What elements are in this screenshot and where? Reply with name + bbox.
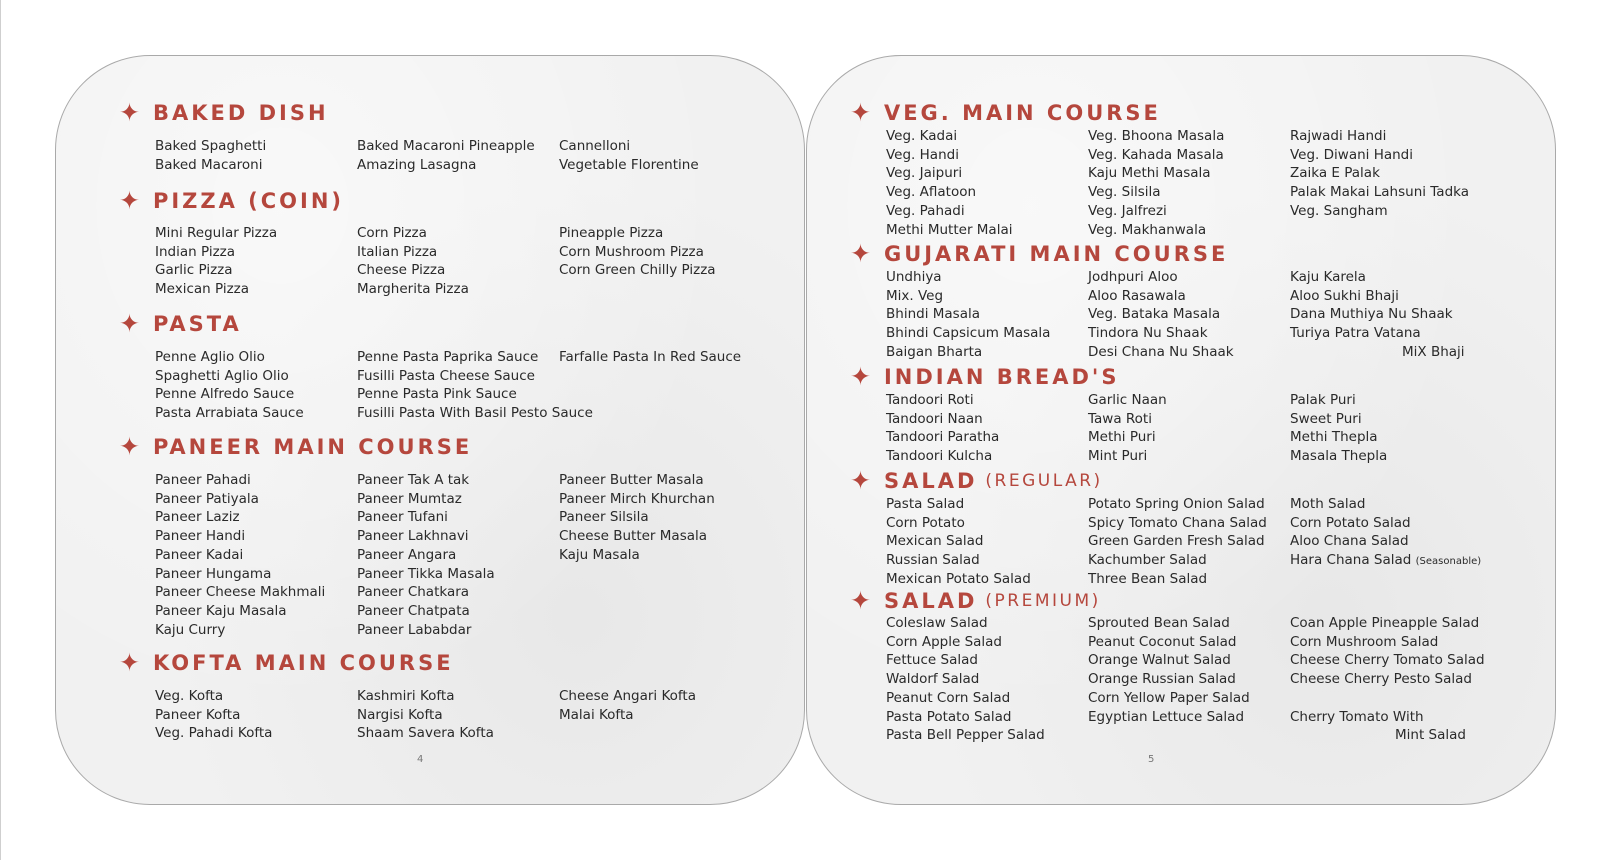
menu-item: Paneer Pahadi	[155, 472, 251, 488]
menu-item: Cheese Angari Kofta	[559, 688, 696, 704]
menu-item: Kashmiri Kofta	[357, 688, 455, 704]
menu-item: Cheese Cherry Tomato Salad	[1290, 652, 1485, 669]
menu-item: Veg. Aflatoon	[886, 184, 977, 201]
menu-item: Methi Thepla	[1290, 429, 1378, 446]
menu-column	[1088, 268, 1234, 362]
menu-column	[886, 268, 1050, 362]
menu-item: Tawa Roti	[1088, 410, 1152, 427]
page-number: 4	[417, 754, 424, 765]
menu-item: Potato Spring Onion Salad	[1088, 496, 1265, 512]
menu-column	[155, 137, 266, 174]
menu-item: Mint Salad	[1395, 727, 1466, 744]
four-point-star-icon: ✦	[119, 186, 143, 215]
menu-item: Mexican Pizza	[155, 281, 250, 298]
menu-item: Cheese Butter Masala	[559, 528, 708, 545]
menu-item: Sweet Puri	[1290, 410, 1362, 427]
menu-column	[1088, 127, 1224, 239]
menu-item: Kachumber Salad	[1088, 552, 1207, 569]
section-heading-veg-main-course	[850, 100, 1161, 125]
menu-item: Corn Pizza	[357, 225, 427, 241]
menu-column	[559, 348, 741, 367]
menu-item: Baigan Bharta	[886, 343, 983, 360]
menu-item: Paneer Chatpata	[357, 602, 470, 619]
menu-item: Cheese Cherry Pesto Salad	[1290, 671, 1472, 688]
section-heading-indian-breads	[850, 364, 1120, 389]
section-title: PASTA	[152, 311, 242, 336]
menu-item: Shaam Savera Kofta	[357, 725, 494, 742]
menu-item: Veg. Diwani Handi	[1290, 146, 1414, 163]
menu-item: Vegetable Florentine	[559, 156, 699, 173]
section-heading-salad-premium	[850, 588, 1101, 613]
menu-item: Veg. Jaipuri	[886, 165, 963, 182]
four-point-star-icon: ✦	[119, 648, 143, 677]
menu-item: Palak Makai Lahsuni Tadka	[1290, 184, 1470, 201]
menu-item: Veg. Sangham	[1290, 202, 1388, 219]
menu-item: Sprouted Bean Salad	[1088, 615, 1230, 631]
menu-item: Palak Puri	[1290, 392, 1356, 408]
four-point-star-icon: ✦	[119, 98, 143, 127]
menu-item: Paneer Kofta	[155, 706, 241, 723]
section-title: PANEER MAIN COURSE	[152, 434, 473, 459]
menu-item: Penne Aglio Olio	[155, 349, 265, 365]
menu-item: Paneer Mumtaz	[357, 490, 462, 507]
four-point-star-icon: ✦	[850, 98, 874, 127]
section-heading-kofta-main-course	[119, 650, 454, 675]
menu-item: Pasta Salad	[886, 496, 965, 512]
menu-item: Egyptian Lettuce Salad	[1088, 708, 1245, 725]
menu-item: Penne Pasta Pink Sauce	[357, 386, 517, 403]
menu-item: Desi Chana Nu Shaak	[1088, 343, 1234, 360]
menu-item: MiX Bhaji	[1402, 343, 1465, 360]
menu-item: Paneer Handi	[155, 528, 246, 545]
menu-item: Veg. Handi	[886, 146, 959, 163]
menu-column	[357, 348, 593, 423]
page-number: 5	[1148, 754, 1155, 765]
section-subtitle: (PREMIUM)	[985, 590, 1101, 611]
menu-item: Paneer Kadai	[155, 546, 244, 563]
menu-item: Paneer Patiyala	[155, 490, 259, 507]
section-title: VEG. MAIN COURSE	[883, 100, 1161, 125]
menu-item: Pineapple Pizza	[559, 225, 664, 241]
menu-page-left	[55, 55, 805, 805]
four-point-star-icon: ✦	[850, 586, 874, 615]
menu-item: Cherry Tomato With	[1290, 708, 1424, 725]
menu-item: Farfalle Pasta In Red Sauce	[559, 349, 742, 365]
menu-item: Paneer Hungama	[155, 565, 272, 582]
menu-item: Corn Mushroom Salad	[1290, 633, 1439, 650]
menu-item: Veg. Jalfrezi	[1088, 202, 1167, 219]
menu-item: Penne Alfredo Sauce	[155, 386, 295, 403]
menu-item: Orange Walnut Salad	[1088, 652, 1231, 669]
menu-column	[1088, 495, 1267, 589]
menu-item: Mexican Potato Salad	[886, 570, 1031, 587]
section-subtitle: (REGULAR)	[985, 470, 1103, 491]
menu-item: Masala Thepla	[1290, 448, 1388, 465]
menu-item: Waldorf Salad	[886, 671, 980, 688]
menu-column	[357, 471, 495, 639]
menu-item: Coleslaw Salad	[886, 615, 988, 631]
menu-item: Pasta Bell Pepper Salad	[886, 727, 1045, 744]
section-title: BAKED DISH	[152, 100, 329, 125]
menu-column	[1290, 614, 1485, 745]
menu-item: Tindora Nu Shaak	[1088, 325, 1208, 342]
menu-column	[1290, 495, 1481, 572]
menu-item: Kaju Curry	[155, 621, 226, 638]
menu-item: Baked Macaroni Pineapple	[357, 138, 535, 154]
menu-item: Amazing Lasagna	[357, 156, 477, 173]
menu-item: Tandoori Naan	[886, 410, 983, 427]
section-heading-baked-dish	[119, 100, 329, 125]
menu-item: Spaghetti Aglio Olio	[155, 367, 289, 384]
section-title: KOFTA MAIN COURSE	[152, 650, 454, 675]
menu-item: Veg. Pahadi	[886, 202, 965, 219]
menu-item: Mix. Veg	[886, 287, 944, 304]
section-heading-salad-regular	[850, 468, 1103, 493]
menu-item: Dana Muthiya Nu Shaak	[1290, 306, 1453, 323]
menu-item: Rajwadi Handi	[1290, 128, 1387, 144]
menu-item: Hara Chana Salad	[1290, 552, 1412, 569]
menu-column	[886, 614, 1045, 745]
menu-item: Fettuce Salad	[886, 652, 978, 669]
section-heading-pasta	[119, 311, 242, 336]
menu-item: Pasta Arrabiata Sauce	[155, 405, 304, 422]
menu-item: Baked Macaroni	[155, 156, 263, 173]
section-title: INDIAN BREAD'S	[883, 364, 1120, 389]
menu-item: Mini Regular Pizza	[155, 225, 278, 241]
four-point-star-icon: ✦	[850, 466, 874, 495]
four-point-star-icon: ✦	[850, 362, 874, 391]
menu-item: Kaju Karela	[1290, 269, 1366, 285]
section-heading-paneer-main-course	[119, 434, 472, 459]
menu-item: Corn Potato Salad	[1290, 514, 1411, 531]
menu-column	[559, 224, 716, 280]
menu-item: Corn Potato	[886, 514, 965, 531]
menu-item: Pasta Potato Salad	[886, 708, 1012, 725]
menu-item: Margherita Pizza	[357, 281, 469, 298]
menu-item: Tandoori Roti	[886, 392, 974, 408]
menu-column	[886, 391, 999, 466]
menu-item: Methi Puri	[1088, 429, 1156, 446]
menu-column	[559, 687, 696, 724]
menu-item: Bhindi Masala	[886, 306, 980, 323]
menu-item: Paneer Mirch Khurchan	[559, 490, 715, 507]
four-point-star-icon: ✦	[850, 239, 874, 268]
menu-item: Paneer Silsila	[559, 509, 649, 526]
menu-item: Paneer Tak A tak	[357, 472, 470, 488]
menu-item: Corn Apple Salad	[886, 633, 1003, 650]
menu-item: Corn Mushroom Pizza	[559, 243, 704, 260]
menu-item: Green Garden Fresh Salad	[1088, 533, 1265, 550]
menu-item: Fusilli Pasta Cheese Sauce	[357, 367, 535, 384]
menu-item: Cheese Pizza	[357, 262, 446, 279]
seasonal-note: (Seasonable)	[1415, 556, 1482, 568]
menu-item: Paneer Tikka Masala	[357, 565, 495, 582]
menu-column	[357, 224, 469, 299]
menu-column	[357, 137, 535, 174]
section-title: SALAD	[883, 588, 978, 613]
menu-item: Veg. Silsila	[1088, 184, 1161, 201]
four-point-star-icon: ✦	[119, 432, 143, 461]
menu-item: Spicy Tomato Chana Salad	[1088, 514, 1267, 531]
menu-item: Coan Apple Pineapple Salad	[1290, 615, 1480, 631]
menu-item: Veg. Bhoona Masala	[1088, 128, 1225, 144]
menu-item: Garlic Pizza	[155, 262, 233, 279]
menu-item: Paneer Laziz	[155, 509, 240, 526]
menu-column	[155, 348, 304, 423]
menu-column	[357, 687, 494, 743]
menu-item: Veg. Pahadi Kofta	[155, 725, 273, 742]
menu-item: Paneer Kaju Masala	[155, 602, 287, 619]
menu-item: Corn Yellow Paper Salad	[1088, 689, 1250, 706]
menu-item-with-note	[1290, 551, 1481, 572]
menu-item: Jodhpuri Aloo	[1088, 269, 1178, 285]
menu-column	[1290, 391, 1387, 466]
menu-item: Paneer Lababdar	[357, 621, 472, 638]
menu-column	[559, 137, 699, 174]
menu-item-blank	[1290, 689, 1485, 708]
menu-item: Russian Salad	[886, 552, 980, 569]
menu-item: Veg. Makhanwala	[1088, 221, 1207, 238]
menu-item: Mint Puri	[1088, 448, 1148, 465]
menu-item: Peanut Coconut Salad	[1088, 633, 1237, 650]
menu-item: Turiya Patra Vatana	[1290, 325, 1421, 342]
menu-item: Three Bean Salad	[1088, 570, 1208, 587]
menu-item: Orange Russian Salad	[1088, 671, 1236, 688]
menu-item: Bhindi Capsicum Masala	[886, 325, 1051, 342]
menu-item: Penne Pasta Paprika Sauce	[357, 349, 539, 365]
menu-item: Peanut Corn Salad	[886, 689, 1011, 706]
four-point-star-icon: ✦	[119, 309, 143, 338]
menu-column	[1290, 127, 1469, 221]
menu-item: Moth Salad	[1290, 496, 1366, 512]
menu-item: Paneer Angara	[357, 546, 457, 563]
menu-item: Tandoori Kulcha	[886, 448, 993, 465]
menu-page-right	[806, 55, 1556, 805]
menu-item: Nargisi Kofta	[357, 706, 443, 723]
menu-column	[1088, 391, 1167, 466]
section-heading-gujarati-main-course	[850, 241, 1228, 266]
menu-item: Mexican Salad	[886, 533, 984, 550]
menu-item: Italian Pizza	[357, 243, 438, 260]
menu-item: Paneer Chatkara	[357, 584, 470, 601]
menu-item: Cannelloni	[559, 138, 631, 154]
menu-column	[886, 127, 1012, 239]
menu-column	[155, 687, 272, 743]
menu-column	[155, 471, 325, 639]
menu-column	[1088, 614, 1250, 726]
menu-column	[1290, 268, 1465, 362]
menu-item: Garlic Naan	[1088, 392, 1167, 408]
section-heading-pizza	[119, 188, 344, 213]
menu-item: Baked Spaghetti	[155, 138, 267, 154]
menu-column	[886, 495, 1031, 589]
menu-item: Paneer Tufani	[357, 509, 448, 526]
page-edge	[0, 0, 1, 860]
menu-item: Aloo Chana Salad	[1290, 533, 1409, 550]
menu-item: Fusilli Pasta With Basil Pesto Sauce	[357, 405, 593, 422]
menu-column	[559, 471, 715, 565]
menu-item: Kaju Methi Masala	[1088, 165, 1211, 182]
menu-item: Veg. Kadai	[886, 128, 958, 144]
menu-item: Veg. Bataka Masala	[1088, 306, 1221, 323]
section-title: GUJARATI MAIN COURSE	[883, 241, 1229, 266]
menu-item: Methi Mutter Malai	[886, 221, 1013, 238]
menu-item: Tandoori Paratha	[886, 429, 1000, 446]
menu-item: Aloo Sukhi Bhaji	[1290, 287, 1399, 304]
menu-item: Veg. Kofta	[155, 688, 224, 704]
menu-item: Kaju Masala	[559, 546, 640, 563]
menu-item: Undhiya	[886, 269, 942, 285]
menu-column	[155, 224, 277, 299]
section-title: SALAD	[883, 468, 978, 493]
menu-item: Aloo Rasawala	[1088, 287, 1186, 304]
menu-item: Paneer Lakhnavi	[357, 528, 469, 545]
menu-item: Zaika E Palak	[1290, 165, 1380, 182]
section-title: PIZZA (COIN)	[152, 188, 345, 213]
menu-item: Veg. Kahada Masala	[1088, 146, 1224, 163]
menu-item: Corn Green Chilly Pizza	[559, 262, 716, 279]
menu-item: Indian Pizza	[155, 243, 236, 260]
menu-item: Malai Kofta	[559, 706, 634, 723]
menu-item: Paneer Butter Masala	[559, 472, 704, 488]
menu-item: Paneer Cheese Makhmali	[155, 584, 326, 601]
